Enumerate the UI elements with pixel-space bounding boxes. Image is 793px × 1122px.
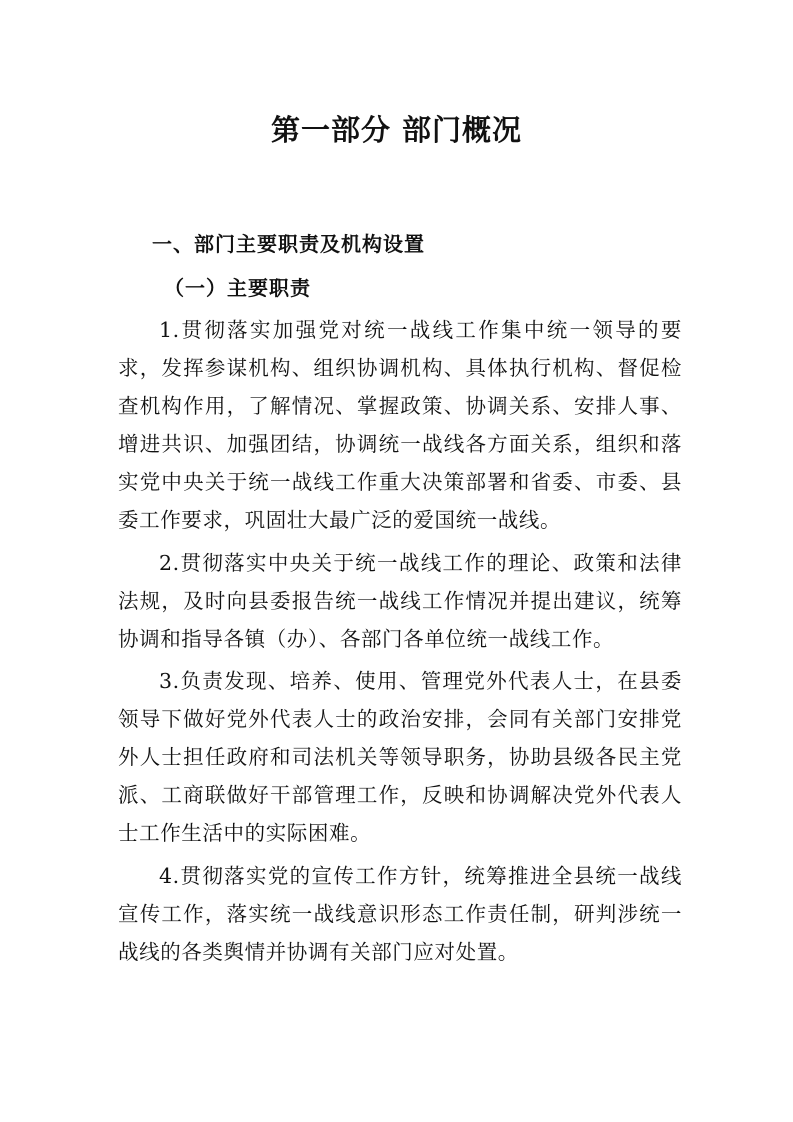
paragraph-4: 4.贯彻落实党的宣传工作方针，统筹推进全县统一战线宣传工作，落实统一战线意识形态工作责任制，研判涉统一战线的各类舆情并协调有关部门应对处置。 xyxy=(118,863,682,964)
page-title: 第一部分 部门概况 xyxy=(270,113,523,147)
paragraph-3: 3.负责发现、培养、使用、管理党外代表人士，在县委领导下做好党外代表人士的政治安排，会同有关部门安排党外人士担任政府和司法机关等领导职务，协助县级各民主党派、工商联做好干部管理工作，反映和协调解决党外代表人士工作生活中的实际困难。 xyxy=(118,669,682,846)
paragraph-1: 1.贯彻落实加强党对统一战线工作集中统一领导的要求，发挥参谋机构、组织协调机构、具体执行机构、督促检查机构作用，了解情况、掌握政策、协调关系、安排人事、增进共识、加强团结，协调统一战线各方面关系，组织和落实党中央关于统一战线工作重大决策部署和省委、市委、县委工作要求，巩固壮大最广泛的爱国统一战线。 xyxy=(118,318,682,532)
section-heading: 一、部门主要职责及机构设置 xyxy=(152,232,425,256)
paragraph-2: 2.贯彻落实中央关于统一战线工作的理论、政策和法律法规，及时向县委报告统一战线工作情况并提出建议，统筹协调和指导各镇（办）、各部门各单位统一战线工作。 xyxy=(118,550,682,651)
sub-heading: （一）主要职责 xyxy=(164,276,311,300)
body-text xyxy=(118,311,682,975)
